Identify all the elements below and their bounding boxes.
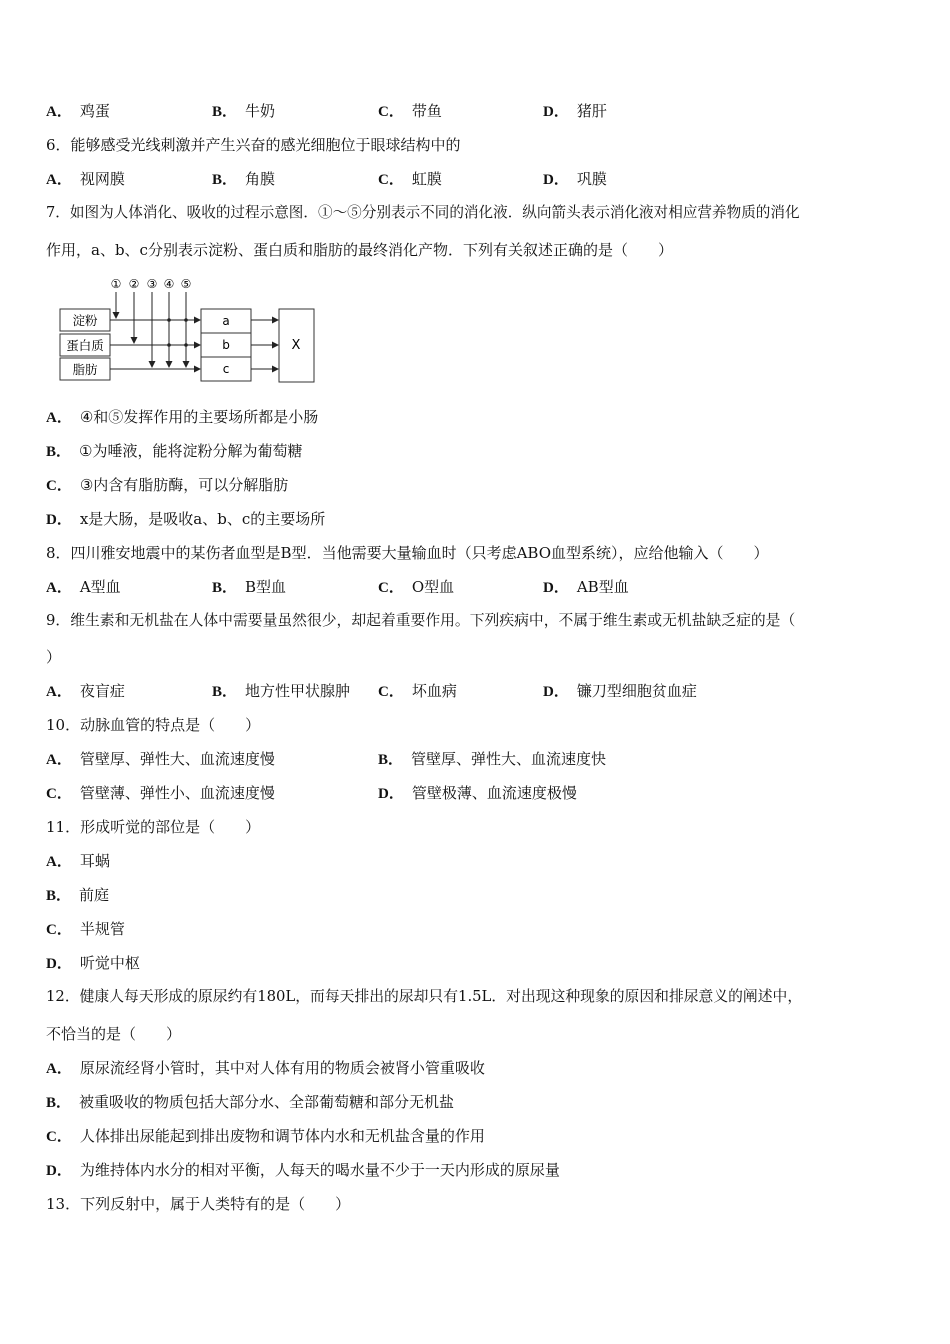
q8-option-a: A． A型血 (46, 578, 121, 596)
juice-label-3: ③ (146, 277, 158, 291)
q12-stem-line2: 不恰当的是（ ） (46, 1025, 182, 1043)
q12-option-c: C． 人体排出尿能起到排出废物和调节体内水和无机盐含量的作用 (46, 1127, 485, 1145)
q5-option-a: A． 鸡蛋 (46, 102, 110, 120)
q10-stem: 10．动脉血管的特点是（ ） (46, 716, 261, 734)
q9-stem-line1: 9．维生素和无机盐在人体中需要量虽然很少，却起着重要作用。下列疾病中，不属于维生素或无机盐缺乏症的是（ (46, 612, 796, 629)
q11-option-b: B． 前庭 (46, 886, 110, 904)
q10-option-c: C． 管壁薄、弹性小、血流速度慢 (46, 784, 275, 802)
q7-option-b: B． ①为唾液，能将淀粉分解为葡萄糖 (46, 442, 303, 460)
product-label-a: a (222, 314, 230, 328)
q12-option-d: D． 为维持体内水分的相对平衡，人每天的喝水量不少于一天内形成的原尿量 (46, 1161, 560, 1179)
q10-option-b: B． 管壁厚、弹性大、血流速度快 (378, 750, 607, 768)
q12-option-a: A． 原尿流经肾小管时，其中对人体有用的物质会被肾小管重吸收 (46, 1059, 485, 1077)
q8-option-c: C． O型血 (378, 578, 455, 596)
q9-option-b: B． 地方性甲状腺肿 (212, 682, 351, 700)
nutrient-label-starch: 淀粉 (72, 313, 98, 328)
q11-option-d: D． 听觉中枢 (46, 954, 140, 972)
q9-option-c: C． 坏血病 (378, 682, 457, 700)
q6-stem: 6．能够感受光线刺激并产生兴奋的感光细胞位于眼球结构中的 (46, 136, 461, 154)
q6-option-b: B． 角膜 (212, 170, 276, 188)
juice-label-4: ④ (163, 277, 175, 291)
q7-stem-line1: 7．如图为人体消化、吸收的过程示意图．①～⑤分别表示不同的消化液．纵向箭头表示消化液对相应营养物质的消化 (46, 204, 800, 221)
juice-label-5: ⑤ (180, 277, 192, 291)
q6-option-a: A． 视网膜 (46, 170, 125, 188)
q5-option-b: B． 牛奶 (212, 102, 276, 120)
organ-label-x: X (291, 338, 301, 353)
q11-stem: 11．形成听觉的部位是（ ） (46, 818, 261, 836)
q6-option-c: C． 虹膜 (378, 170, 442, 188)
q5-option-c: C． 带鱼 (378, 102, 442, 120)
q7-digestion-diagram (56, 272, 326, 388)
nutrient-label-protein: 蛋白质 (66, 338, 104, 353)
q6-option-d: D． 巩膜 (543, 170, 607, 188)
q11-option-a: A． 耳蜗 (46, 852, 110, 870)
q13-stem: 13．下列反射中，属于人类特有的是（ ） (46, 1195, 351, 1213)
q7-stem-line2: 作用，a、b、c分别表示淀粉、蛋白质和脂肪的最终消化产物．下列有关叙述正确的是（ ） (46, 241, 673, 259)
q9-stem-line2: ） (46, 648, 62, 666)
q10-option-d: D． 管壁极薄、血流速度极慢 (378, 784, 577, 802)
q9-option-d: D． 镰刀型细胞贫血症 (543, 682, 697, 700)
q7-option-a: A． ④和⑤发挥作用的主要场所都是小肠 (46, 408, 319, 426)
q5-option-d: D． 猪肝 (543, 102, 607, 120)
juice-label-1: ① (110, 277, 122, 291)
nutrient-label-fat: 脂肪 (72, 362, 98, 377)
q11-option-c: C． 半规管 (46, 920, 125, 938)
product-label-b: b (222, 338, 230, 352)
q8-option-d: D． AB型血 (543, 578, 629, 596)
product-label-c: c (222, 362, 230, 376)
q12-stem-line1: 12．健康人每天形成的原尿约有180L，而每天排出的尿却只有1.5L．对出现这种现象的原因和排尿意义的阐述中， (46, 988, 803, 1005)
q8-stem: 8．四川雅安地震中的某伤者血型是B型．当他需要大量输血时（只考虑ABO血型系统），应给他输入（ ） (46, 544, 769, 562)
q12-option-b: B． 被重吸收的物质包括大部分水、全部葡萄糖和部分无机盐 (46, 1093, 455, 1111)
q7-option-c: C． ③内含有脂肪酶，可以分解脂肪 (46, 476, 289, 494)
q10-option-a: A． 管壁厚、弹性大、血流速度慢 (46, 750, 275, 768)
q9-option-a: A． 夜盲症 (46, 682, 125, 700)
q8-option-b: B． B型血 (212, 578, 287, 596)
juice-label-2: ② (128, 277, 140, 291)
q7-option-d: D． x是大肠，是吸收a、b、c的主要场所 (46, 510, 326, 528)
